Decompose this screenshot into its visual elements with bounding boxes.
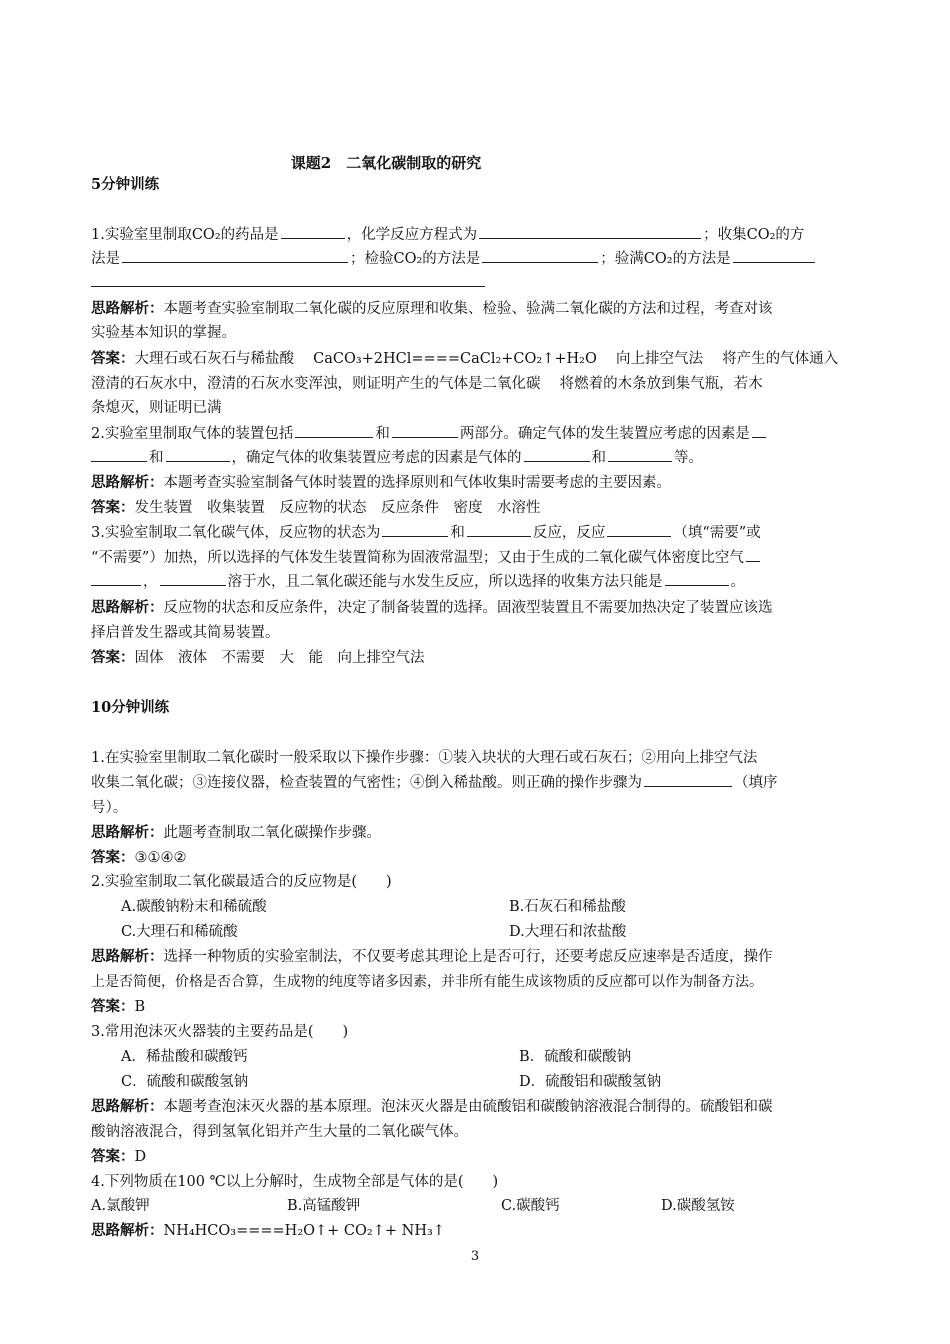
page-number: 3 xyxy=(470,1249,480,1264)
q3-blank-4[interactable] xyxy=(746,546,760,562)
q3-blank-2[interactable] xyxy=(467,521,531,537)
q3-blank-3[interactable] xyxy=(607,521,671,537)
t1-answer-text: ③①④② xyxy=(134,850,187,866)
t4-option-b[interactable]: B.高锰酸钾 xyxy=(287,1198,361,1214)
analysis-label: 思路解析： xyxy=(91,948,164,965)
q1-text-e: ；检验CO₂的方法是 xyxy=(350,251,481,267)
t3-answer-text: D xyxy=(134,1149,147,1165)
q1-analysis xyxy=(91,297,773,321)
q2-text-a: 2.实验室里制取气体的装置包括 xyxy=(91,426,294,442)
q3-text-c: 反应，反应 xyxy=(532,525,606,541)
q3-line1 xyxy=(91,521,761,545)
q2-text-d: 和 xyxy=(149,450,164,466)
t4-analysis xyxy=(91,1219,445,1243)
q3-text-a: 3.实验室制取二氧化碳气体，反应物的状态为 xyxy=(91,525,381,541)
q2-blank-4[interactable] xyxy=(166,446,230,462)
q2-text-e: ，确定气体的收集装置应考虑的因素是气体的 xyxy=(231,450,522,466)
q1-text-d: 法是 xyxy=(91,251,120,267)
q2-text-b: 和 xyxy=(375,426,390,442)
q1-answer-text: 大理石或石灰石与稀盐酸 CaCO₃+2HCl====CaCl₂+CO₂↑+H₂O 向上排空气法 将产生的气体通入 xyxy=(134,351,839,367)
analysis-label: 思路解析： xyxy=(91,824,164,841)
q3-blank-6[interactable] xyxy=(665,570,729,586)
t3-analysis-text: 本题考查泡沫灭火器的基本原理。泡沫灭火器是由硫酸铝和碳酸钠溶液混合制得的。硫酸铝和碳 xyxy=(163,1099,773,1115)
q2-line2 xyxy=(91,446,703,470)
q3-answer xyxy=(91,646,425,670)
t1-analysis-text: 此题考查制取二氧化碳操作步骤。 xyxy=(163,825,381,841)
q3-text-f: ， xyxy=(143,574,158,590)
q3-text-d: （填“需要”或 xyxy=(673,525,761,541)
t2-answer xyxy=(91,995,145,1019)
t1-line3: 号）。 xyxy=(91,800,128,816)
t4-analysis-text: NH₄HCO₃====H₂O↑+ CO₂↑+ NH₃↑ xyxy=(163,1223,445,1239)
q1-blank-full[interactable] xyxy=(733,247,815,263)
analysis-label: 思路解析： xyxy=(91,599,164,616)
q2-analysis xyxy=(91,471,671,495)
t1-line1: 1.在实验室里制取二氧化碳时一般采取以下操作步骤：①装入块状的大理石或石灰石；②用向上排空气法 xyxy=(91,750,758,766)
page-title: 课题2 二氧化碳制取的研究 xyxy=(290,154,482,172)
answer-label: 答案： xyxy=(91,998,135,1015)
q2-text-c: 两部分。确定气体的发生装置应考虑的因素是 xyxy=(459,426,750,442)
q2-blank-3[interactable] xyxy=(752,422,766,438)
analysis-label: 思路解析： xyxy=(91,300,164,317)
t3-option-d[interactable]: D．硫酸铝和碳酸氢钠 xyxy=(519,1074,662,1090)
t3-analysis xyxy=(91,1095,773,1119)
t2-question: 2.实验室制取二氧化碳最适合的反应物是( ) xyxy=(91,874,392,890)
q1-text-f: ；验满CO₂的方法是 xyxy=(600,251,731,267)
t4-option-d[interactable]: D.碳酸氢铵 xyxy=(661,1198,735,1214)
t1-answer xyxy=(91,846,187,870)
q3-analysis-text: 反应物的状态和反应条件，决定了制备装置的选择。固液型装置且不需要加热决定了装置应该选 xyxy=(163,600,773,616)
t4-option-a[interactable]: A.氯酸钾 xyxy=(91,1198,150,1214)
t4-question: 4.下列物质在100 ℃以上分解时，生成物全部是气体的是( ) xyxy=(91,1174,499,1190)
q1-answer-cont1: 澄清的石灰水中，澄清的石灰水变浑浊，则证明产生的气体是二氧化碳 将燃着的木条放到集气瓶，若木 xyxy=(91,376,763,392)
q2-blank-5[interactable] xyxy=(524,446,590,462)
t1-text-c: （填序 xyxy=(734,775,778,791)
q3-analysis xyxy=(91,596,773,620)
q1-answer xyxy=(91,347,838,371)
t2-analysis-cont: 上是否简便，价格是否合算，生成物的纯度等诸多因素，并非所有能生成该物质的反应都可以作为制备方法。 xyxy=(91,974,763,990)
answer-label: 答案： xyxy=(91,849,135,866)
q2-line1 xyxy=(91,422,768,446)
q3-text-h: 。 xyxy=(730,574,745,590)
q1-line2 xyxy=(91,247,817,271)
q2-text-g: 等。 xyxy=(674,450,703,466)
analysis-label: 思路解析： xyxy=(91,474,164,491)
t2-analysis-text: 选择一种物质的实验室制法，不仅要考虑其理论上是否可行，还要考虑反应速率是否适度，操作 xyxy=(163,949,773,965)
q1-text-a: 1.实验室里制取CO₂的药品是 xyxy=(91,227,279,243)
t3-question: 3.常用泡沫灭火器装的主要药品是( ) xyxy=(91,1024,349,1040)
q3-analysis-cont: 择启普发生器或其简易装置。 xyxy=(91,625,280,641)
q2-answer-text: 发生装置 收集装置 反应物的状态 反应条件 密度 水溶性 xyxy=(134,500,541,516)
t2-analysis xyxy=(91,945,773,969)
q2-text-f: 和 xyxy=(591,450,606,466)
t1-analysis xyxy=(91,821,381,845)
q2-answer xyxy=(91,496,541,520)
answer-label: 答案： xyxy=(91,1148,135,1165)
q3-answer-text: 固体 液体 不需要 大 能 向上排空气法 xyxy=(134,650,425,666)
q3-text-g: 溶于水，且二氧化碳还能与水发生反应，所以选择的收集方法只能是 xyxy=(227,574,663,590)
section-heading-5min: 5分钟训练 xyxy=(91,176,160,193)
q1-blank-collect[interactable] xyxy=(122,247,348,263)
q1-blank-full-cont[interactable] xyxy=(91,271,485,287)
t1-blank-order[interactable] xyxy=(644,771,732,787)
t3-answer xyxy=(91,1145,146,1169)
section-heading-10min: 10分钟训练 xyxy=(91,699,170,716)
q1-line1 xyxy=(91,223,804,247)
q2-analysis-text: 本题考查实验室制备气体时装置的选择原则和气体收集时需要考虑的主要因素。 xyxy=(163,475,671,491)
q1-analysis-text: 本题考查实验室制取二氧化碳的反应原理和收集、检验、验满二氧化碳的方法和过程，考查对该 xyxy=(163,301,773,317)
analysis-label: 思路解析： xyxy=(91,1098,164,1115)
analysis-label: 思路解析： xyxy=(91,1222,164,1239)
q2-blank-6[interactable] xyxy=(608,446,672,462)
answer-label: 答案： xyxy=(91,649,135,666)
t4-option-c[interactable]: C.碳酸钙 xyxy=(501,1198,560,1214)
q1-blank-reagent[interactable] xyxy=(281,223,345,239)
q1-blank-test[interactable] xyxy=(482,247,598,263)
t2-option-c[interactable]: C.大理石和稀硫酸 xyxy=(121,924,238,940)
q1-text-c: ；收集CO₂的方 xyxy=(703,227,805,243)
t2-option-a[interactable]: A.碳酸钠粉末和稀硫酸 xyxy=(121,899,267,915)
q3-text-b: 和 xyxy=(450,525,465,541)
q2-blank-3-cont[interactable] xyxy=(91,446,147,462)
t2-option-b[interactable]: B.石灰石和稀盐酸 xyxy=(509,899,626,915)
t3-analysis-cont: 酸钠溶液混合，得到氢氧化铝并产生大量的二氧化碳气体。 xyxy=(91,1124,468,1140)
q3-blank-4-cont[interactable] xyxy=(91,570,141,586)
q1-answer-cont2: 条熄灭，则证明已满 xyxy=(91,400,222,416)
q3-blank-5[interactable] xyxy=(160,570,226,586)
q2-blank-1[interactable] xyxy=(295,422,373,438)
q3-text-e: “不需要”）加热，所以选择的气体发生装置简称为固液常温型；又由于生成的二氧化碳气体密度比空气 xyxy=(91,550,744,566)
t3-option-c[interactable]: C．硫酸和碳酸氢钠 xyxy=(121,1074,249,1090)
t1-text-b: 收集二氧化碳；③连接仪器，检查装置的气密性；④倒入稀盐酸。则正确的操作步骤为 xyxy=(91,775,642,791)
q1-text-b: ，化学反应方程式为 xyxy=(346,227,478,243)
q1-analysis-cont: 实验基本知识的掌握。 xyxy=(91,325,236,341)
answer-label: 答案： xyxy=(91,499,135,516)
t2-answer-text: B xyxy=(134,999,146,1015)
t1-line2 xyxy=(91,771,778,795)
q2-blank-2[interactable] xyxy=(392,422,458,438)
q3-line3 xyxy=(91,570,745,594)
answer-label: 答案： xyxy=(91,350,135,367)
q1-line3 xyxy=(91,271,485,295)
q1-blank-equation[interactable] xyxy=(479,223,701,239)
q3-blank-1[interactable] xyxy=(382,521,448,537)
t2-option-d[interactable]: D.大理石和浓盐酸 xyxy=(509,924,627,940)
t3-option-b[interactable]: B．硫酸和碳酸钠 xyxy=(519,1049,632,1065)
t3-option-a[interactable]: A．稀盐酸和碳酸钙 xyxy=(121,1049,248,1065)
q3-line2 xyxy=(91,546,762,570)
